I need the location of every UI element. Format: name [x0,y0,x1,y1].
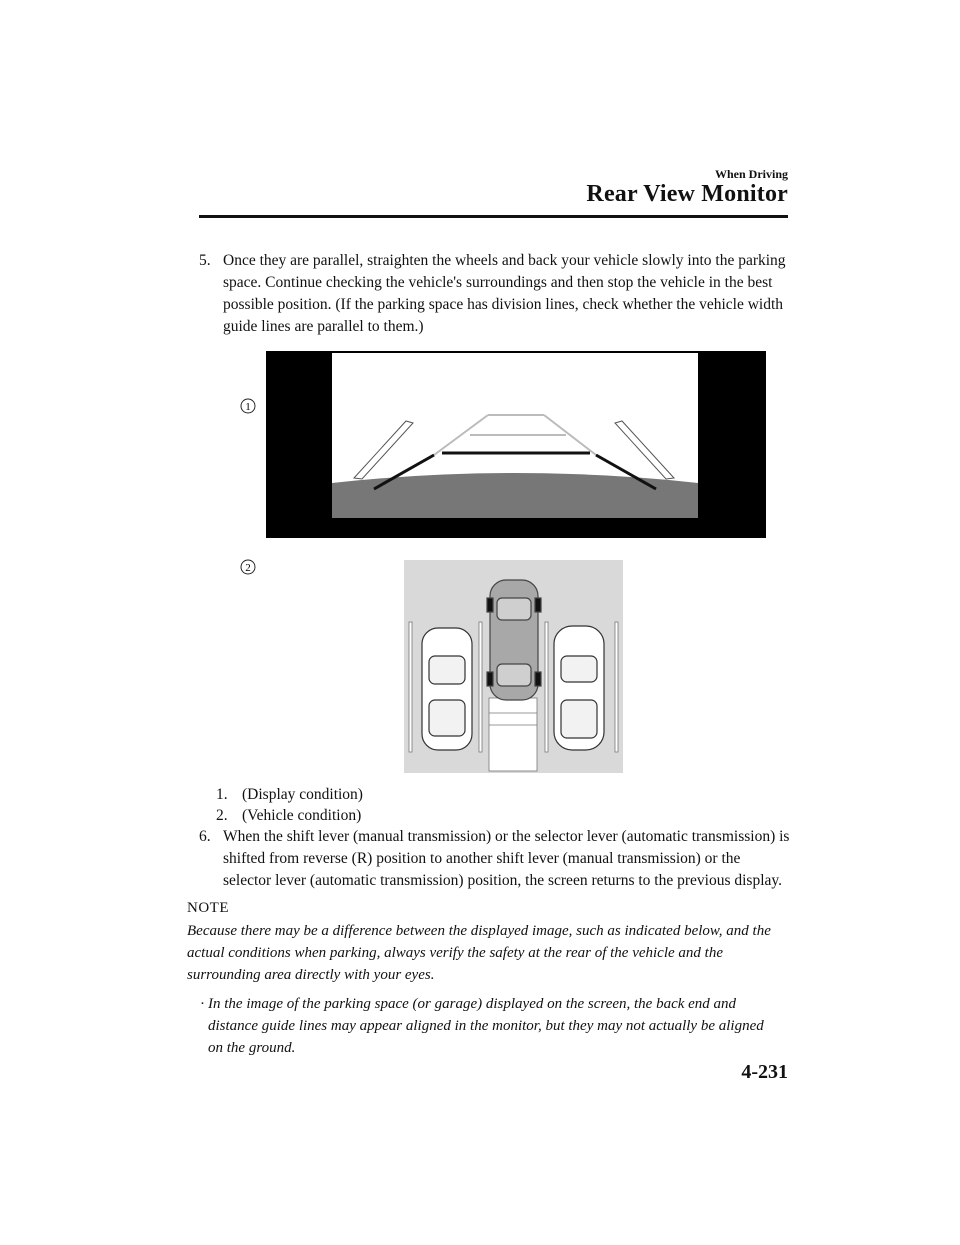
parking-vehicle-figure [404,560,623,773]
legend-item-2-text: (Vehicle condition) [242,807,362,824]
bullet-icon: · [200,996,205,1012]
page-title: Rear View Monitor [586,181,788,207]
note-bullet [200,993,778,1059]
note-body: Because there may be a difference between the displayed image, such as indicated below, and the actual conditions when parking, always verify the safety at the rear of the vehicle and the surrounding area directly with your eyes. [187,923,771,983]
step-6 [199,826,791,892]
page-number: 4-231 [741,1061,788,1083]
step-5 [199,250,791,338]
callout-2-number: 2 [245,562,251,574]
step-6-text: When the shift lever (manual transmission) or the selector lever (automatic transmission) is shifted from reverse (R) position to another shift lever (manual transmission) or the selector lever (automatic transmission) position, the screen returns to the previous display. [223,828,790,889]
section-kicker: When Driving [714,167,788,181]
callout-2-icon [240,559,256,575]
legend-item-2 [216,805,361,827]
legend-item-2-number: 2. [216,807,228,824]
legend-item-1-text: (Display condition) [242,786,363,803]
step-5-text: Once they are parallel, straighten the wheels and back your vehicle slowly into the parking space. Continue checking the vehicle's surroundings and then stop the vehicle in the best possible position. (If the parking space has division lines, check whether the vehicle width guide lines are parallel to them.) [223,252,786,335]
right-parked-car [554,626,604,750]
step-5-number: 5. [199,252,211,269]
left-parked-car [422,628,472,750]
reversing-vehicle [487,580,541,700]
monitor-display-figure [266,351,766,538]
bumper-area [332,473,698,518]
callout-1-icon [240,398,256,414]
callout-1-number: 1 [245,401,251,413]
header-rule [199,215,788,218]
parking-stall-markings [489,698,537,771]
legend-item-1 [216,784,363,806]
step-6-number: 6. [199,828,211,845]
legend-item-1-number: 1. [216,786,228,803]
note-heading: NOTE [187,900,229,916]
note-bullet-text: In the image of the parking space (or garage) displayed on the screen, the back end and distance guide lines may appear aligned in the monitor, but they may not actually be aligned on the ground. [208,996,764,1056]
